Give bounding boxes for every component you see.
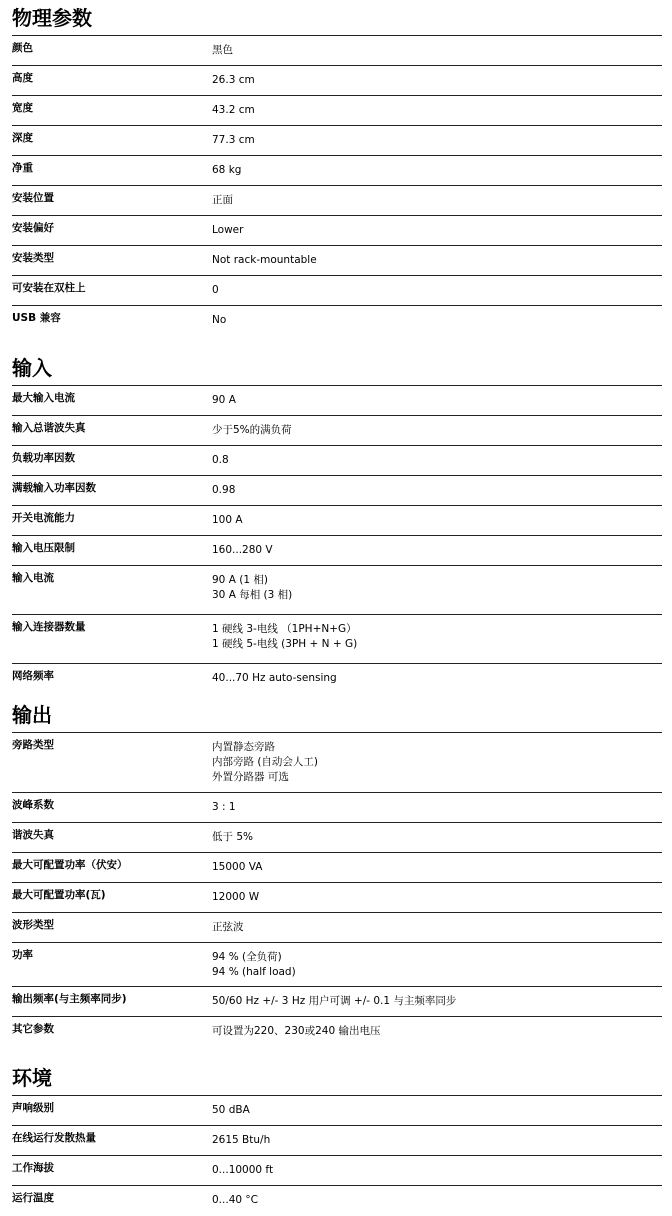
spec-row [12, 306, 662, 336]
spec-value: 40...70 Hz auto-sensing [212, 672, 337, 684]
spec-label: 工作海拔 [12, 1162, 54, 1174]
spec-label: 波形类型 [12, 919, 54, 931]
spec-row [12, 793, 662, 823]
spec-value: 160...280 V [212, 544, 273, 556]
spec-label: 输入连接器数量 [12, 621, 86, 633]
spec-label: 宽度 [12, 102, 33, 114]
spec-row [12, 1096, 662, 1126]
spec-value: 黑色 [212, 44, 233, 56]
spec-label: 声响级别 [12, 1102, 54, 1114]
spec-label: 安装偏好 [12, 222, 54, 234]
spec-label: 开关电流能力 [12, 512, 75, 524]
spec-label: 运行温度 [12, 1192, 54, 1204]
spec-row [12, 566, 662, 615]
spec-label: 旁路类型 [12, 739, 54, 751]
spec-value: 0...10000 ft [212, 1164, 274, 1176]
spec-value: 30 A 每相 (3 相) [212, 588, 293, 601]
spec-value: 低于 5% [212, 831, 253, 843]
spec-value: Lower [212, 224, 244, 236]
spec-label: 其它参数 [12, 1023, 54, 1035]
spec-row [12, 853, 662, 883]
spec-row [12, 186, 662, 216]
section-title: 物理参数 [12, 6, 92, 30]
spec-label: 功率 [12, 949, 33, 961]
spec-value: 94 % (全负荷) [212, 951, 282, 963]
spec-label: 输入电流 [12, 572, 54, 584]
spec-value: 0...40 °C [212, 1194, 258, 1206]
spec-value: 2615 Btu/h [212, 1134, 271, 1146]
spec-value: 1 硬线 5-电线 (3PH + N + G) [212, 637, 358, 650]
spec-value: 0.8 [212, 454, 229, 466]
spec-label: 安装位置 [12, 192, 54, 204]
spec-value: 100 A [212, 514, 243, 526]
spec-row [12, 156, 662, 186]
spec-row [12, 1156, 662, 1186]
spec-row [12, 913, 662, 943]
spec-value: 内部旁路 (自动会人工) [212, 755, 319, 768]
spec-value: 43.2 cm [212, 104, 255, 116]
spec-value: 94 % (half load) [212, 965, 296, 978]
spec-row [12, 386, 662, 416]
spec-row [12, 1126, 662, 1156]
spec-row [12, 476, 662, 506]
spec-row [12, 733, 662, 793]
spec-row [12, 1186, 662, 1216]
spec-label: 深度 [12, 132, 33, 144]
spec-row [12, 664, 662, 694]
spec-row [12, 536, 662, 566]
spec-value: 内置静态旁路 [212, 741, 275, 753]
spec-row [12, 1017, 662, 1047]
spec-row [12, 883, 662, 913]
spec-label: 满载输入功率因数 [12, 482, 96, 494]
spec-label: 输入总谐波失真 [12, 422, 86, 434]
spec-value: 1 硬线 3-电线 （1PH+N+G） [212, 623, 357, 635]
spec-row [12, 416, 662, 446]
spec-value: 正面 [212, 194, 233, 206]
spec-row [12, 446, 662, 476]
spec-row [12, 126, 662, 156]
spec-row [12, 246, 662, 276]
spec-label: USB 兼容 [12, 312, 61, 324]
spec-value: 少于5%的满负荷 [212, 424, 292, 436]
spec-row [12, 615, 662, 664]
spec-label: 颜色 [12, 42, 33, 54]
spec-value: Not rack-mountable [212, 254, 317, 266]
section-title: 环境 [12, 1066, 52, 1090]
spec-value: 50 dBA [212, 1104, 250, 1116]
spec-label: 在线运行发散热量 [12, 1132, 96, 1144]
spec-value: No [212, 314, 227, 326]
spec-row [12, 987, 662, 1017]
spec-label: 输出频率(与主频率同步) [12, 993, 127, 1005]
spec-row [12, 96, 662, 126]
spec-value: 12000 W [212, 891, 260, 903]
spec-label: 安装类型 [12, 252, 54, 264]
spec-value: 0.98 [212, 484, 236, 496]
spec-value: 外置分路器 可选 [212, 770, 289, 783]
spec-value: 15000 VA [212, 861, 263, 873]
spec-label: 谐波失真 [12, 829, 54, 841]
spec-value: 50/60 Hz +/- 3 Hz 用户可调 +/- 0.1 与主频率同步 [212, 995, 457, 1007]
spec-row [12, 943, 662, 987]
spec-label: 网络频率 [12, 670, 54, 682]
spec-value: 26.3 cm [212, 74, 255, 86]
spec-row [12, 216, 662, 246]
spec-value: 90 A [212, 394, 236, 406]
spec-label: 最大可配置功率(瓦) [12, 889, 106, 901]
spec-value: 77.3 cm [212, 134, 255, 146]
spec-value: 90 A (1 相) [212, 574, 268, 586]
spec-label: 可安装在双柱上 [12, 282, 86, 294]
spec-row [12, 276, 662, 306]
spec-label: 最大输入电流 [12, 392, 75, 404]
spec-row [12, 506, 662, 536]
spec-value: 68 kg [212, 164, 242, 176]
spec-label: 净重 [12, 162, 33, 174]
spec-value: 3 : 1 [212, 801, 236, 813]
spec-value: 0 [212, 284, 219, 296]
spec-row [12, 36, 662, 66]
spec-label: 高度 [12, 72, 33, 84]
spec-label: 负载功率因数 [12, 452, 75, 464]
spec-value: 正弦波 [212, 921, 244, 933]
spec-label: 最大可配置功率（伏安） [12, 859, 128, 871]
spec-label: 波峰系数 [12, 799, 54, 811]
spec-value: 可设置为220、230或240 输出电压 [212, 1025, 381, 1037]
section-title: 输出 [12, 703, 52, 727]
spec-row [12, 66, 662, 96]
section-title: 输入 [12, 356, 52, 380]
spec-row [12, 823, 662, 853]
spec-label: 输入电压限制 [12, 542, 75, 554]
